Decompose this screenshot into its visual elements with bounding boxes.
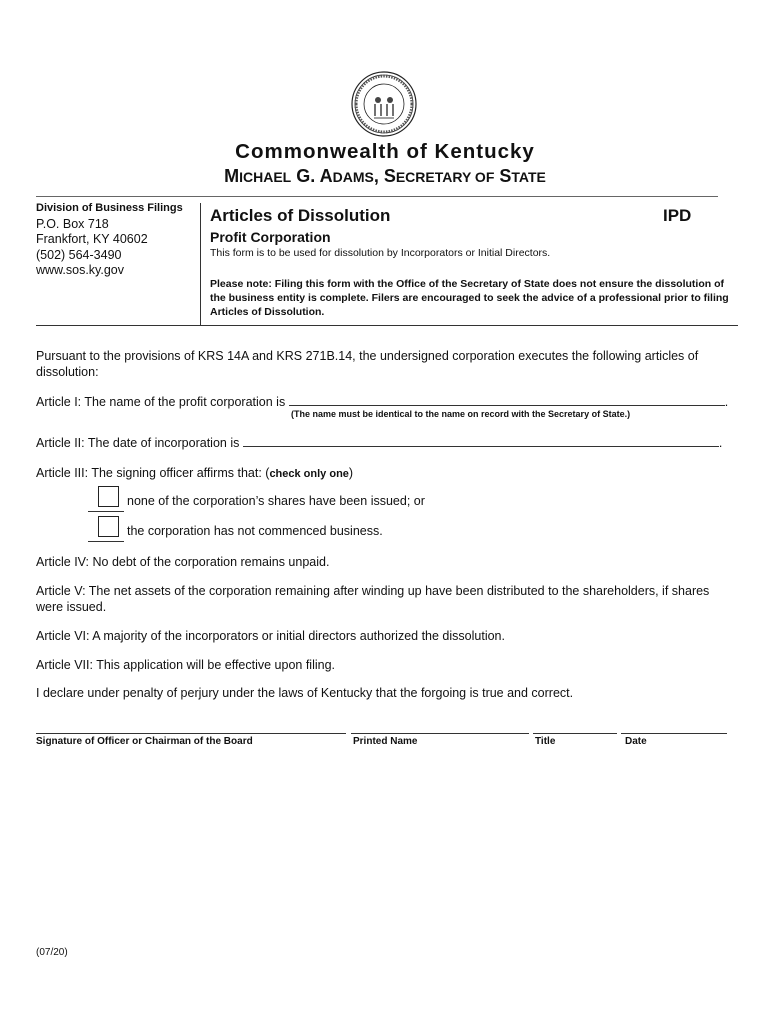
date-line[interactable]: [621, 733, 727, 734]
form-usage: This form is to be used for dissolution by Incorporators or Initial Directors.: [210, 247, 551, 259]
printed-name-label: Printed Name: [353, 736, 418, 747]
article-2: Article II: The date of incorporation is .: [36, 436, 723, 450]
revision-date: (07/20): [36, 947, 68, 958]
article-4: Article IV: No debt of the corporation remains unpaid.: [36, 555, 330, 569]
title-label: Title: [535, 736, 556, 747]
form-subtitle: Profit Corporation: [210, 229, 331, 245]
page-title: Commonwealth of Kentucky: [235, 140, 535, 163]
form-code: IPD: [663, 206, 692, 225]
printed-name-line[interactable]: [351, 733, 529, 734]
filing-note: Please note: Filing this form with the Office of the Secretary of State does not ensure the dissolution of the business entity is complete. Filers are encouraged to seek the advice of a professional prior to filing Articles of Dissolution.: [210, 278, 729, 318]
city-state-zip: Frankfort, KY 40602: [36, 232, 148, 246]
officer-signature-label: Signature of Officer or Chairman of the Board: [36, 736, 253, 747]
article-3: Article III: The signing officer affirms that: (check only one): [36, 466, 354, 480]
form-title: Articles of Dissolution: [210, 206, 391, 225]
incorporation-date-field[interactable]: [243, 435, 719, 447]
po-box: P.O. Box 718: [36, 216, 109, 231]
header-divider: [36, 196, 718, 197]
option-not-commenced-business: the corporation has not commenced business.: [127, 524, 383, 538]
division-name: Division of Business Filings: [36, 202, 183, 214]
phone-number: (502) 564-3490: [36, 247, 122, 262]
article-6: Article VI: A majority of the incorporators or initial directors authorized the dissolution.: [36, 629, 505, 643]
state-seal: [350, 70, 418, 138]
checkbox-underline: [88, 541, 124, 542]
checkbox-underline: [88, 511, 124, 512]
corporation-name-field[interactable]: [289, 394, 725, 406]
checkbox-no-shares-issued[interactable]: [98, 486, 119, 507]
article-1-hint: (The name must be identical to the name on record with the Secretary of State.): [291, 409, 631, 419]
office-address: [36, 201, 196, 279]
title-line[interactable]: [533, 733, 617, 734]
article-7: Article VII: This application will be effective upon filing.: [36, 658, 335, 672]
website[interactable]: www.sos.ky.gov: [36, 263, 124, 277]
preamble: Pursuant to the provisions of KRS 14A and KRS 271B.14, the undersigned corporation executes the following articles of dissolution:: [36, 349, 699, 379]
declaration: I declare under penalty of perjury under the laws of Kentucky that the forgoing is true and correct.: [36, 686, 574, 700]
article-5: Article V: The net assets of the corporation remaining after winding up have been distributed to the shareholders, if shares were issued.: [36, 584, 710, 614]
secretary-of-state-name: MICHAEL G. ADAMS, SECRETARY OF STATE: [224, 166, 546, 186]
section-divider: [36, 325, 738, 326]
officer-signature-line[interactable]: [36, 733, 346, 734]
article-1: Article I: The name of the profit corporation is .: [36, 395, 729, 409]
date-label: Date: [625, 736, 647, 747]
option-no-shares-issued: none of the corporation’s shares have been issued; or: [127, 494, 425, 508]
checkbox-not-commenced-business[interactable]: [98, 516, 119, 537]
vertical-divider: [200, 203, 201, 325]
